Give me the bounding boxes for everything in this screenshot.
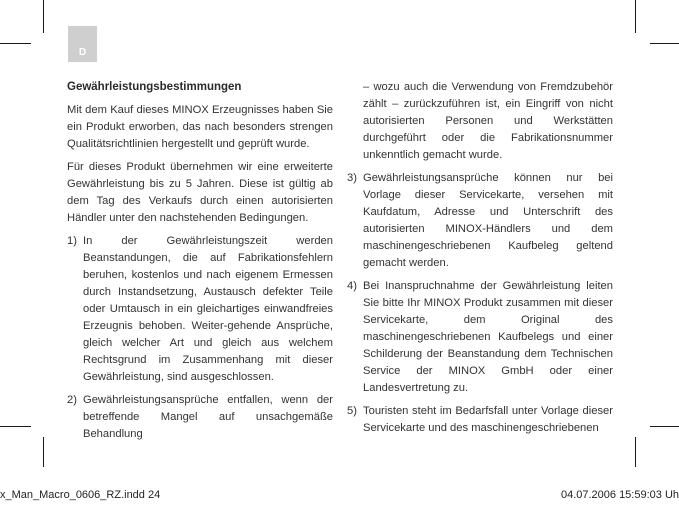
crop-mark — [635, 437, 636, 467]
list-text: Touristen steht im Bedarfsfall unter Vorlage dieser Servicekarte und des maschinengeschriebenen — [363, 405, 613, 434]
list-number: 4) — [347, 280, 357, 292]
list-item-continuation: – wozu auch die Verwendung von Fremdzubehör zählt – zurückzuführen ist, ein Eingriff von nicht autorisierten Personen und Werkstätten durchgeführt oder die Fabrikationsnummer unkenntlich gemacht wurde. — [363, 81, 613, 161]
list-item — [347, 403, 613, 437]
list-text: Gewährleistungsansprüche können nur bei Vorlage dieser Servicekarte, versehen mit Kaufdatum, Adresse und Unterschrift des autorisierten MINOX-Händlers und dem maschinengeschriebenen Kaufbeleg geltend gemacht werden. — [363, 172, 613, 269]
language-tab — [68, 26, 97, 62]
footer-datetime: 04.07.2006 15:59:03 Uh — [560, 489, 679, 501]
footer-filename: x_Man_Macro_0606_RZ.indd 24 — [0, 489, 161, 501]
right-column — [347, 79, 613, 443]
list-item — [347, 278, 613, 397]
crop-mark — [650, 426, 679, 427]
crop-mark — [43, 437, 44, 467]
intro-paragraph: Für dieses Produkt übernehmen wir eine erweiterte Gewährleistung bis zu 5 Jahren. Diese ist gültig ab dem Tag des Verkaufs durch einen autorisierten Händler unter den nachstehenden Bedingungen. — [67, 161, 333, 224]
list-number: 1) — [67, 235, 77, 247]
list-item — [67, 392, 333, 443]
list-text: Bei Inanspruchnahme der Gewährleistung leiten Sie bitte Ihr MINOX Produkt zusammen mit dieser Servicekarte, dem Original des maschinengeschriebenen Kaufbelegs und einer Schilderung der Beanstandung dem Technischen Service der MINOX GmbH oder einer Landesvertretung zu. — [363, 280, 613, 394]
list-number: 5) — [347, 405, 357, 417]
list-number: 2) — [67, 394, 77, 406]
language-tab-label: D — [78, 47, 87, 58]
crop-mark — [635, 0, 636, 33]
list-text: In der Gewährleistungszeit werden Beanstandungen, die auf Fabrikationsfehlern beruhen, kostenlos und nach eigenem Ermessen durch Instandsetzung, Austausch defekter Teile oder Umtausch in ein gleichartiges einwandfreies Erzeugnis behoben. Weiter-gehende Ansprüche, gleich welcher Art und gleich aus welchem Rechtsgrund im Zusammenhang mit dieser Gewährleistung, sind ausgeschlossen. — [83, 235, 333, 383]
crop-mark — [0, 43, 31, 44]
left-column — [67, 79, 333, 449]
list-item — [347, 170, 613, 272]
list-item — [67, 233, 333, 386]
list-number: 3) — [347, 172, 357, 184]
page-title: Gewährleistungsbestimmungen — [67, 81, 242, 93]
crop-mark — [0, 426, 31, 427]
crop-mark — [650, 43, 679, 44]
intro-paragraph: Mit dem Kauf dieses MINOX Erzeugnisses haben Sie ein Produkt erworben, das nach besonders strengen Qualitätsrichtlinien hergestellt und geprüft wurde. — [67, 104, 333, 150]
list-text: Gewährleistungsansprüche entfallen, wenn der betreffende Mangel auf unsachgemäße Behandlung — [83, 394, 333, 440]
crop-mark — [43, 0, 44, 33]
